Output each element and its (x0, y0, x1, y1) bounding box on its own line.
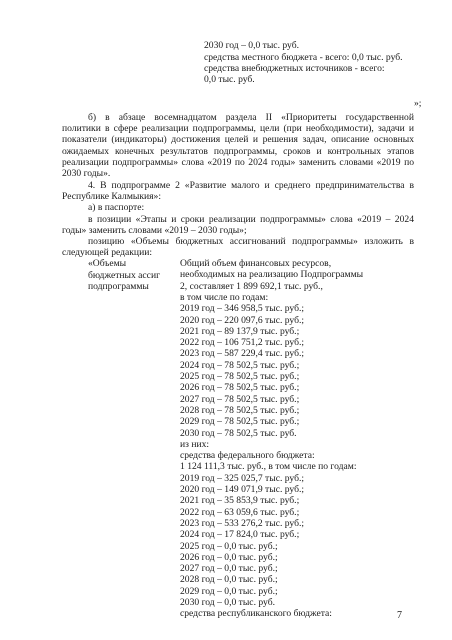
funding-value-line: 2030 год – 78 502,5 тыс. руб. (180, 427, 297, 439)
funding-line: средства местного бюджета - всего: 0,0 тыс. руб. (204, 52, 403, 63)
funding-value-line: средства республиканского бюджета: (180, 608, 332, 620)
table-label: подпрограммы (88, 281, 149, 292)
funding-value-line: 2, составляет 1 899 692,1 тыс. руб., (180, 280, 323, 292)
funding-value-line: 2024 год – 78 502,5 тыс. руб.; (180, 359, 300, 371)
funding-value-line: 2019 год – 346 958,5 тыс. руб.; (180, 303, 305, 315)
funding-value-line: 2029 год – 78 502,5 тыс. руб.; (180, 416, 300, 428)
funding-value-line: 2022 год – 106 751,2 тыс. руб.; (180, 337, 305, 349)
funding-value-line: 2021 год – 89 137,9 тыс. руб.; (180, 325, 300, 337)
table-label: бюджетных ассиг (88, 270, 161, 281)
closing-quote: »; (414, 98, 422, 109)
funding-value-line: необходимых на реализацию Подпрограммы (180, 269, 364, 281)
funding-value-line: в том числе по годам: (180, 291, 269, 303)
paragraph-line: показатели (индикаторы) достижения целей и решения задач, описание основных (62, 134, 414, 145)
paragraph-line: ожидаемых конечных результатов подпрограммы, сроков и контрольных этапов (62, 146, 414, 157)
paragraph-line: реализации подпрограммы» слова «2019 по 2024 годы» заменить словами «2019 по (62, 157, 414, 168)
paragraph-line: позицию «Объемы бюджетных ассигнований подпрограммы» изложить в (88, 236, 414, 247)
funding-value-line: 2020 год – 220 097,6 тыс. руб.; (180, 314, 305, 326)
funding-value-line: 2023 год – 587 229,4 тыс. руб.; (180, 348, 305, 360)
funding-line: средства внебюджетных источников - всего: (204, 63, 385, 74)
funding-value-line: 1 124 111,3 тыс. руб., в том числе по годам: (180, 461, 357, 473)
paragraph-line: в позиции «Этапы и сроки реализации подпрограммы» слова «2019 – 2024 (88, 214, 414, 225)
paragraph-line: годы» заменить словами «2019 – 2030 годы»; (62, 225, 247, 236)
funding-value-line: Общий объем финансовых ресурсов, (180, 258, 332, 269)
funding-value-line: 2020 год – 149 071,9 тыс. руб.; (180, 484, 305, 495)
funding-value-line: 2028 год – 78 502,5 тыс. руб.; (180, 404, 300, 416)
funding-value-line: 2027 год – 78 502,5 тыс. руб.; (180, 393, 300, 405)
funding-value-line: 2029 год – 0,0 тыс. руб.; (180, 585, 278, 597)
funding-value-line: 2021 год – 35 853,9 тыс. руб.; (180, 495, 300, 507)
funding-value-line: средства федерального бюджета: (180, 450, 315, 462)
paragraph-line: Республике Калмыкия»: (62, 191, 162, 202)
table-label: «Объемы (88, 258, 127, 269)
funding-value-line: 2026 год – 78 502,5 тыс. руб.; (180, 382, 300, 394)
funding-line: 0,0 тыс. руб. (204, 74, 255, 85)
paragraph-line: а) в паспорте: (88, 202, 145, 213)
funding-value-line: 2026 год – 0,0 тыс. руб.; (180, 551, 278, 563)
paragraph-line: политики в сфере реализации подпрограммы, цели (при необходимости), задачи и (62, 123, 414, 134)
page-number: 7 (397, 610, 402, 621)
paragraph-line: 4. В подпрограмме 2 «Развитие малого и среднего предпринимательства в (88, 180, 414, 191)
funding-value-line: 2024 год – 17 824,0 тыс. руб.; (180, 529, 300, 541)
funding-value-line: 2022 год – 63 059,6 тыс. руб.; (180, 506, 300, 518)
funding-value-line: 2030 год – 0,0 тыс. руб. (180, 597, 275, 608)
funding-value-line: 2019 год – 325 025,7 тыс. руб.; (180, 472, 305, 484)
paragraph-line: б) в абзаце восемнадцатом раздела II «Приоритеты государственной (88, 112, 414, 123)
funding-value-line: из них: (180, 438, 210, 450)
paragraph-line: следующей редакции: (62, 247, 152, 258)
funding-value-line: 2027 год – 0,0 тыс. руб.; (180, 563, 278, 575)
funding-value-line: 2025 год – 0,0 тыс. руб.; (180, 540, 278, 552)
funding-value-line: 2025 год – 78 502,5 тыс. руб.; (180, 371, 300, 382)
funding-line: 2030 год – 0,0 тыс. руб. (204, 40, 299, 51)
funding-value-line: 2028 год – 0,0 тыс. руб.; (180, 574, 278, 586)
funding-value-line: 2023 год – 533 276,2 тыс. руб.; (180, 517, 305, 529)
paragraph-line: 2030 годы». (62, 168, 111, 179)
